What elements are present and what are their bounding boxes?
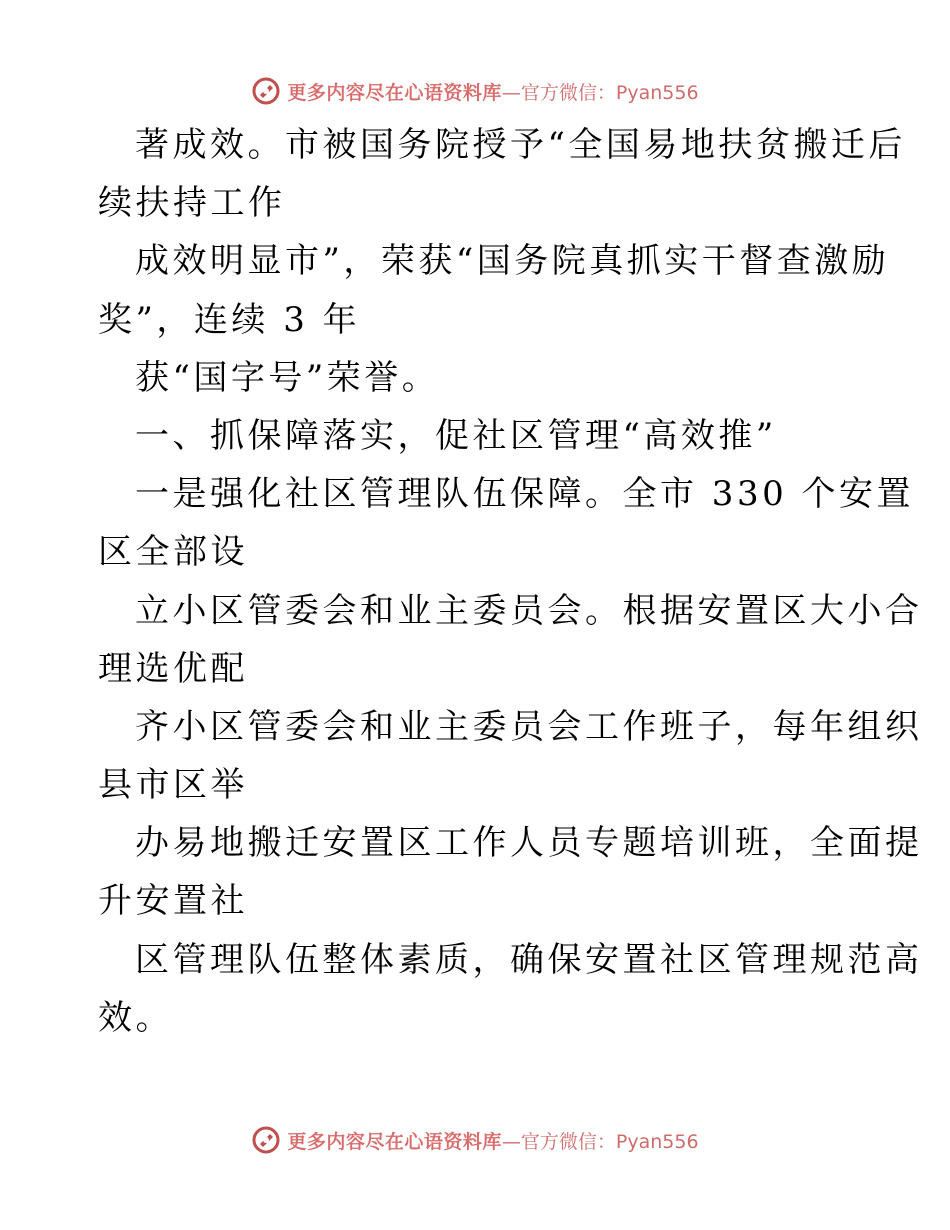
text-line: 奖”，连续 3 年 (98, 299, 361, 340)
seal-logo-icon (251, 1125, 281, 1155)
text-line: 立小区管委会和业主委员会。根据安置区大小合 (135, 590, 923, 631)
text-line: 区全部设 (98, 532, 248, 573)
watermark-contact-text: —官方微信：Pyan556 (501, 81, 699, 104)
footer-watermark (0, 1120, 950, 1160)
watermark-site-text: 更多内容尽在心语资料库 (287, 81, 502, 104)
text-line: 区管理队伍整体素质，确保安置社区管理规范高 (135, 939, 923, 980)
text-line: 齐小区管委会和业主委员会工作班子，每年组织 (135, 706, 923, 747)
watermark-contact-text: —官方微信：Pyan556 (501, 1130, 699, 1153)
document-body (98, 116, 923, 1047)
seal-logo-icon (251, 76, 281, 106)
text-line: 县市区举 (98, 765, 248, 806)
text-line: 理选优配 (98, 648, 248, 689)
text-line: 成效明显市”，荣获“国务院真抓实干督查激励 (135, 241, 890, 282)
text-line: 获“国字号”荣誉。 (135, 357, 440, 398)
text-line: 办易地搬迁安置区工作人员专题培训班，全面提 (135, 823, 923, 864)
text-line: 著成效。市被国务院授予“全国易地扶贫搬迁后 (135, 125, 906, 165)
text-line: 续扶持工作 (98, 183, 286, 224)
text-line: 一是强化社区管理队伍保障。全市 330 个安置 (135, 474, 915, 515)
text-line: 升安置社 (98, 881, 248, 922)
watermark-site-text: 更多内容尽在心语资料库 (287, 1130, 502, 1153)
text-line: 效。 (98, 997, 173, 1038)
section-heading: 一、抓保障落实，促社区管理“高效推” (135, 415, 777, 456)
header-watermark (0, 71, 950, 111)
